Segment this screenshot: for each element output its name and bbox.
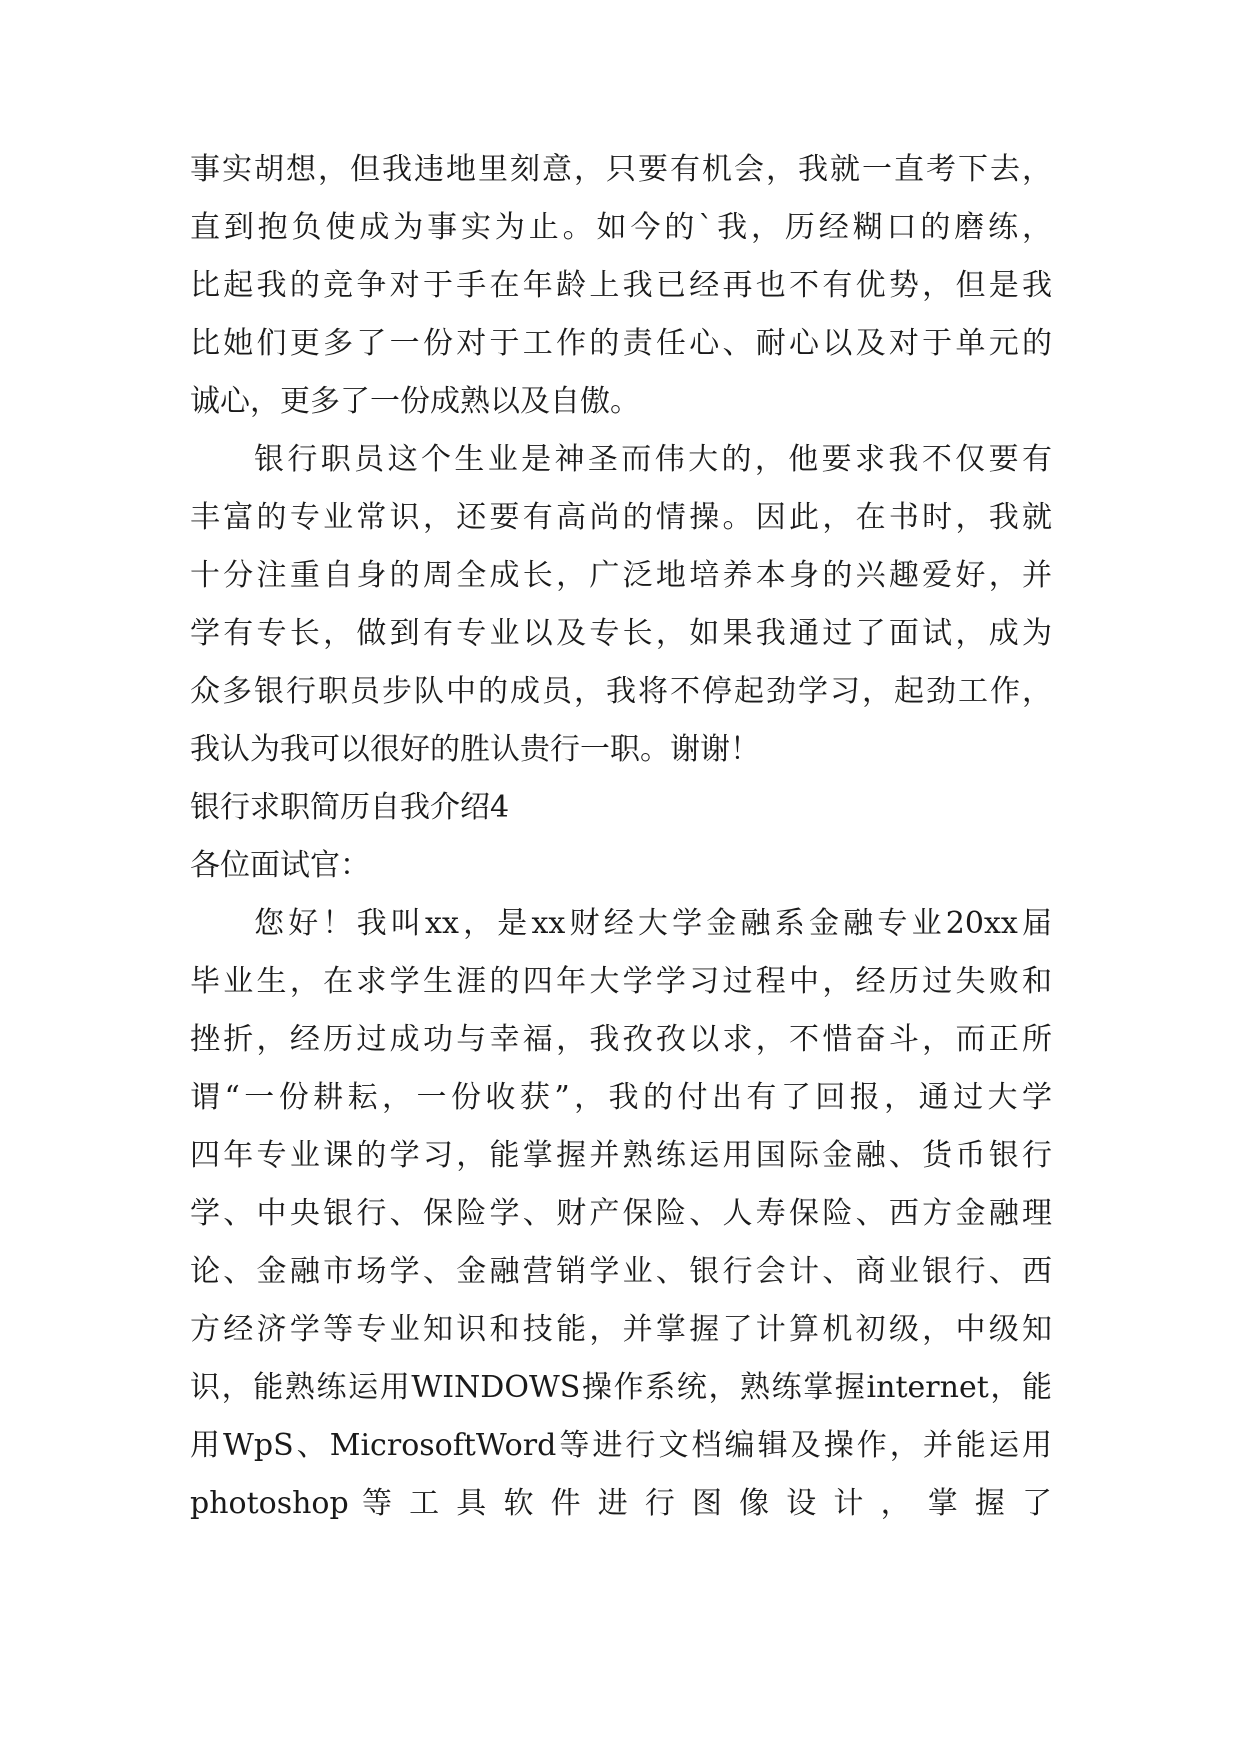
- body-text-line: 丰富的专业常识，还要有高尚的情操。因此，在书时，我就: [190, 500, 1052, 535]
- body-text-line: 比她们更多了一份对于工作的责任心、耐心以及对于单元的: [190, 326, 1052, 361]
- body-text-line: 十分注重自身的周全成长，广泛地培养本身的兴趣爱好，并: [190, 558, 1052, 593]
- body-text-line: 众多银行职员步队中的成员，我将不停起劲学习，起劲工作，: [190, 674, 1052, 709]
- body-text-line: 事实胡想，但我违地里刻意，只要有机会，我就一直考下去，: [190, 152, 1052, 187]
- body-text-line: 学有专长，做到有专业以及专长，如果我通过了面试，成为: [190, 616, 1052, 651]
- body-text-line: 谓“一份耕耘，一份收获”，我的付出有了回报，通过大学: [190, 1080, 1052, 1115]
- paragraph-first-line: 银行职员这个生业是神圣而伟大的，他要求我不仅要有: [254, 442, 1052, 477]
- body-text-line: 论、金融市场学、金融营销学业、银行会计、商业银行、西: [190, 1254, 1052, 1289]
- body-text-line: 四年专业课的学习，能掌握并熟练运用国际金融、货币银行: [190, 1138, 1052, 1173]
- salutation: 各位面试官：: [190, 848, 370, 883]
- body-text-line: 诚心，更多了一份成熟以及自傲。: [190, 384, 640, 419]
- body-text-line: 学、中央银行、保险学、财产保险、人寿保险、西方金融理: [190, 1196, 1052, 1231]
- body-text-line: photoshop 等 工 具 软 件 进 行 图 像 设 计 ， 掌 握 了: [190, 1486, 1052, 1521]
- body-text-line: 方经济学等专业知识和技能，并掌握了计算机初级，中级知: [190, 1312, 1052, 1347]
- body-text-line: 我认为我可以很好的胜认贵行一职。谢谢！: [190, 732, 760, 767]
- body-text-line: 挫折，经历过成功与幸福，我孜孜以求，不惜奋斗，而正所: [190, 1022, 1052, 1057]
- body-text-line: 用WpS、MicrosoftWord等进行文档编辑及操作，并能运用: [190, 1428, 1052, 1463]
- paragraph-first-line: 您好！我叫xx，是xx财经大学金融系金融专业20xx届: [254, 906, 1052, 941]
- section-heading: 银行求职简历自我介绍4: [190, 790, 510, 825]
- body-text-line: 直到抱负使成为事实为止。如今的`我，历经糊口的磨练，: [190, 210, 1052, 245]
- body-text-line: 毕业生，在求学生涯的四年大学学习过程中，经历过失败和: [190, 964, 1052, 999]
- body-text-line: 识，能熟练运用WINDOWS操作系统，熟练掌握internet，能: [190, 1370, 1052, 1405]
- body-text-line: 比起我的竞争对于手在年龄上我已经再也不有优势，但是我: [190, 268, 1052, 303]
